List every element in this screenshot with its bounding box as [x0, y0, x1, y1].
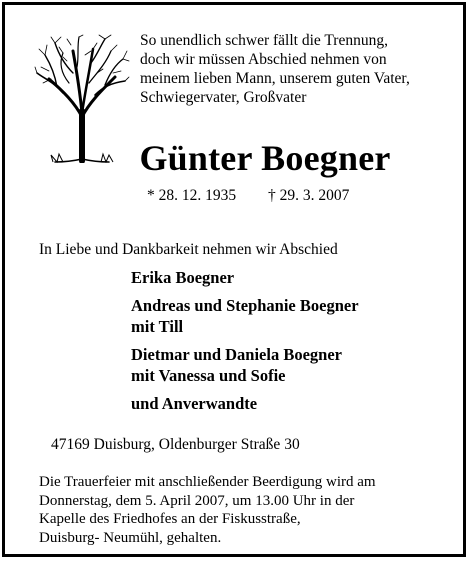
- death-date: † 29. 3. 2007: [268, 187, 350, 204]
- mourner-name: Dietmar und Daniela Boegner: [131, 345, 342, 364]
- verse-line: Schwiegervater, Großvater: [140, 89, 307, 106]
- mourner-group: [131, 295, 359, 337]
- deceased-name: Günter Boegner: [139, 138, 391, 178]
- verse-line: doch wir müssen Abschied nehmen von: [140, 51, 387, 68]
- mourner-name: mit Vanessa und Sofie: [131, 366, 286, 385]
- funeral-line: Kapelle des Friedhofes an der Fiskusstraße,: [39, 511, 301, 527]
- mourner-group: [131, 267, 359, 288]
- verse-line: So unendlich schwer fällt die Trennung,: [140, 32, 388, 49]
- mourner-name: Andreas und Stephanie Boegner: [131, 296, 359, 315]
- funeral-line: Donnerstag, dem 5. April 2007, um 13.00 Uhr in der: [39, 492, 355, 509]
- funeral-line: Duisburg- Neumühl, gehalten.: [39, 529, 222, 546]
- verse-text: [140, 31, 460, 107]
- mourner-group: [131, 393, 359, 414]
- farewell-intro: In Liebe und Dankbarkeit nehmen wir Abschied: [39, 241, 338, 258]
- life-dates: [147, 187, 349, 205]
- mourner-group: [131, 344, 359, 386]
- obituary-notice: [2, 2, 466, 557]
- funeral-line: Die Trauerfeier mit anschließender Beerdigung wird am: [39, 474, 376, 490]
- verse-line: meinem lieben Mann, unserem guten Vater,: [140, 70, 410, 87]
- funeral-details: [39, 473, 459, 547]
- mourners-list: [131, 267, 359, 421]
- birth-date: * 28. 12. 1935: [147, 187, 237, 204]
- mourner-name: mit Till: [131, 317, 184, 336]
- mourner-name: und Anverwandte: [131, 394, 258, 413]
- family-address: 47169 Duisburg, Oldenburger Straße 30: [51, 436, 300, 453]
- mourner-name: Erika Boegner: [131, 268, 235, 287]
